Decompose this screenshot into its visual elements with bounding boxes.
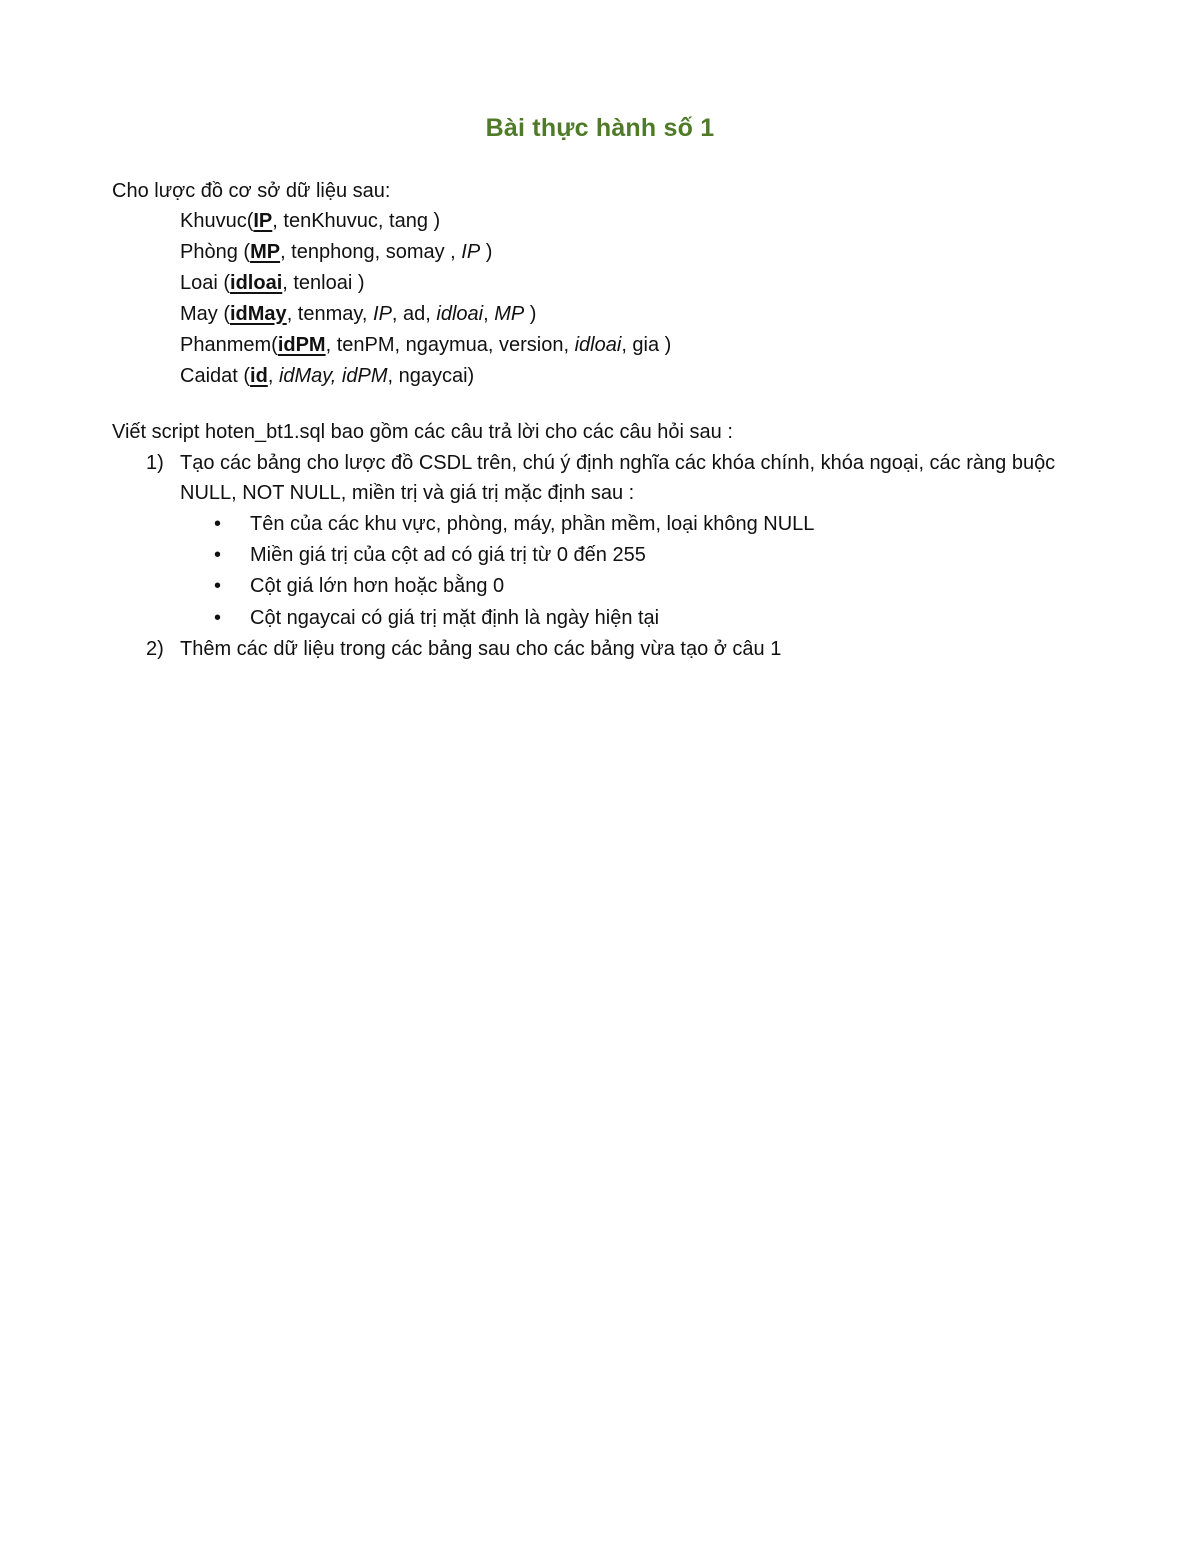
bullet-icon: • — [214, 544, 222, 566]
task-number: 1) — [146, 452, 164, 474]
primary-key: MP — [250, 241, 281, 263]
schema-line — [180, 331, 671, 359]
primary-key: idPM — [277, 334, 326, 356]
bullet-icon: • — [214, 575, 222, 597]
schema-line — [180, 300, 536, 328]
schema-text: May ( — [180, 303, 230, 325]
schema-text: , — [267, 365, 279, 387]
schema-text: , tenPM, ngaymua, version, — [325, 334, 575, 356]
foreign-key: IP — [461, 241, 481, 263]
intro-text: Cho lược đồ cơ sở dữ liệu sau: — [112, 180, 391, 202]
list-item: Tên của các khu vực, phòng, máy, phần mềm, loại không NULL — [250, 513, 815, 535]
list-item: Cột ngaycai có giá trị mặt định là ngày hiện tại — [250, 607, 660, 629]
task-text-continued: NULL, NOT NULL, miền trị và giá trị mặc định sau : — [180, 482, 635, 504]
list-item: Miền giá trị của cột ad có giá trị từ 0 đến 255 — [250, 544, 646, 566]
schema-text: , ngaycai) — [387, 365, 475, 387]
bullet-icon: • — [214, 607, 222, 629]
primary-key: idMay — [230, 303, 287, 325]
schema-text: , — [483, 303, 495, 325]
schema-text: Loai ( — [180, 272, 231, 294]
schema-line — [180, 362, 474, 390]
primary-key: IP — [253, 210, 273, 232]
schema-text: , tenphong, somay , — [280, 241, 462, 263]
schema-text: Phòng ( — [180, 241, 251, 263]
schema-text: , tenmay, — [286, 303, 374, 325]
schema-text: , gia ) — [621, 334, 672, 356]
task-number: 2) — [146, 638, 164, 660]
foreign-key: IP — [373, 303, 392, 325]
foreign-key: idloai — [436, 303, 484, 325]
schema-text: Caidat ( — [180, 365, 251, 387]
schema-text: Phanmem( — [180, 334, 278, 356]
schema-line — [180, 269, 365, 297]
primary-key: idloai — [230, 272, 283, 294]
bullet-icon: • — [214, 513, 222, 535]
schema-text: Khuvuc( — [180, 210, 254, 232]
foreign-key: MP — [494, 303, 525, 325]
foreign-key: idloai — [574, 334, 622, 356]
list-item: Cột giá lớn hơn hoặc bằng 0 — [250, 575, 505, 597]
primary-key: id — [250, 365, 268, 387]
schema-text: ) — [524, 303, 537, 325]
schema-text: , ad, — [391, 303, 437, 325]
schema-text: ) — [480, 241, 493, 263]
foreign-key: idMay, idPM — [278, 365, 388, 387]
task-text: Thêm các dữ liệu trong các bảng sau cho các bảng vừa tạo ở câu 1 — [180, 638, 782, 660]
schema-text: , tenKhuvuc, tang ) — [272, 210, 441, 232]
schema-text: , tenloai ) — [282, 272, 365, 294]
schema-line — [180, 207, 440, 235]
task-intro: Viết script hoten_bt1.sql bao gồm các câu trả lời cho các câu hỏi sau : — [112, 421, 733, 443]
schema-line — [180, 238, 492, 266]
task-text: Tạo các bảng cho lược đồ CSDL trên, chú ý định nghĩa các khóa chính, khóa ngoại, các ràng buộc — [180, 452, 1056, 474]
page-title: Bài thực hành số 1 — [485, 114, 715, 142]
